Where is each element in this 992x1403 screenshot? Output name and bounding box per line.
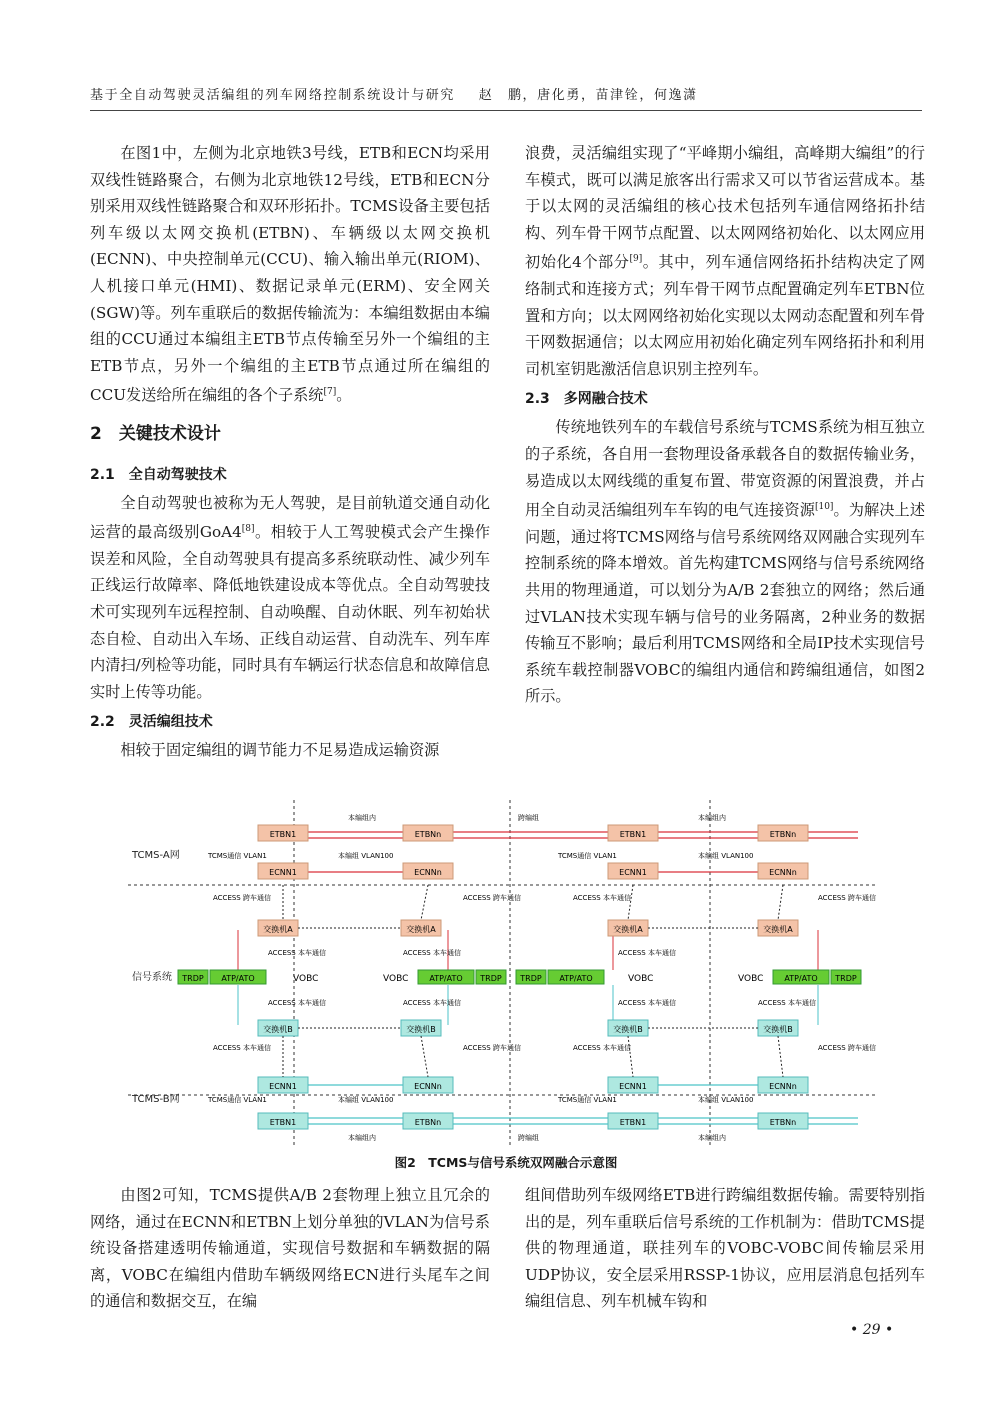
tcms-a-label: TCMS-A网 [132,850,180,861]
svg-text:TRDP: TRDP [835,974,857,983]
annotation: ACCESS 跨车通信 [463,894,521,902]
svg-text:ETBN1: ETBN1 [619,830,647,839]
svg-text:交换机B: 交换机B [263,1025,293,1034]
etbn-box [258,825,308,841]
switch-b-box [401,1020,441,1036]
running-header [90,84,922,103]
ecnn-box [608,863,658,879]
section-title: 2 关键技术设计 [90,424,221,444]
switch-a-box [758,920,798,936]
right-column-bottom [525,1182,925,1315]
svg-text:ECNN1: ECNN1 [619,1082,647,1091]
switch-a-box [401,920,441,936]
annotation: 本编组 VLAN100 [698,852,754,860]
paragraph: 组间借助列车级网络ETB进行跨编组数据传输。需要特别指出的是，列车重联后信号系统的工作机制为：借助TCMS提供的物理通道，联挂列车的VOBC-VOBC间传输层采用UDP协议，安全层采用RSSP-1协议，应用层消息包括列车编组信息、列车机械车钩和 [525,1186,925,1311]
switch-a-box [258,920,298,936]
paragraph: 在图1中，左侧为北京地铁3号线，ETB和ECN均采用双线性链路聚合，右侧为北京地铁12号线，ETB和ECN分别采用双线性链路聚合和双环形拓扑。TCMS设备主要包括列车级以太网交换机(ETBN)、车辆级以太网交换机(ECNN)、中央控制单元(CCU)、输入输出单元(RIOM)、人机接口单元(HMI)、数据记录单元(ERM)、安全网关(SGW)等。列车重联后的数据传输流为：本编组数据由本编组的CCU通过本编组主ETB节点传输至另外一个编组的主ETB节点，另外一个编组的主ETB节点通过所在编组的CCU发送给所在编组的各个子系统[7]。 [90,144,490,405]
paragraph: 相较于固定编组的调节能力不足易造成运输资源 [120,741,440,760]
annotation: ACCESS 本车通信 [573,894,631,902]
svg-text:ECNNn: ECNNn [414,1082,442,1091]
svg-text:交换机A: 交换机A [613,925,643,934]
annotation: ACCESS 本车通信 [268,949,326,957]
trdp-box [476,970,506,984]
annotation: 跨编组 [518,1134,539,1142]
annotation: ACCESS 跨车通信 [818,1044,876,1052]
vobc-label: VOBC [293,974,319,984]
svg-text:ECNN1: ECNN1 [269,868,297,877]
svg-text:TRDP: TRDP [182,974,204,983]
ecnn-box [403,863,453,879]
svg-text:交换机B: 交换机B [613,1025,643,1034]
atp-ato-box [548,970,604,984]
svg-text:ATP/ATO: ATP/ATO [784,974,818,983]
paragraph: 浪费，灵活编组实现了“平峰期小编组，高峰期大编组”的行车模式，既可以满足旅客出行需求又可以节省运营成本。基于以太网的灵活编组的核心技术包括列车通信网络拓扑结构、列车骨干网节点配置、以太网网络初始化、以太网应用初始化4个部分[9]。其中，列车通信网络拓扑结构决定了网络制式和连接方式；列车骨干网节点配置确定列车ETBN位置和方向；以太网网络初始化实现以太网动态配置和列车骨干网数据通信；以太网应用初始化确定列车网络拓扑和利用司机室钥匙激活信息识别主控列车。 [525,144,925,378]
paragraph: 由图2可知，TCMS提供A/B 2套物理上独立且冗余的网络，通过在ECNN和ETBN上划分单独的VLAN为信号系统设备搭建透明传输通道，实现信号数据和车辆数据的隔离，VOBC在编组内借助车辆级网络ECN进行头尾车之间的通信和数据交互，在编 [90,1186,490,1311]
svg-text:ATP/ATO: ATP/ATO [559,974,593,983]
etbn-box [758,1113,808,1129]
svg-text:ETBNn: ETBNn [414,1118,442,1127]
vobc-label: VOBC [383,974,409,984]
svg-text:TRDP: TRDP [480,974,502,983]
svg-text:ECNNn: ECNNn [414,868,442,877]
svg-text:ETBN1: ETBN1 [269,830,297,839]
atp-ato-box [418,970,474,984]
svg-text:交换机B: 交换机B [763,1025,793,1034]
svg-text:ETBN1: ETBN1 [269,1118,297,1127]
annotation: ACCESS 本车通信 [403,999,461,1007]
vobc-label: VOBC [628,974,654,984]
figure-caption: 图2 TCMS与信号系统双网融合示意图 [394,1155,618,1170]
annotation: ACCESS 本车通信 [618,949,676,957]
left-column-bottom [90,1182,490,1315]
annotation: TCMS通信 VLAN1 [558,852,617,860]
annotation: ACCESS 本车通信 [618,999,676,1007]
switch-b-box [608,1020,648,1036]
annotation: ACCESS 跨车通信 [213,894,271,902]
annotation: ACCESS 本车通信 [403,949,461,957]
svg-text:ECNNn: ECNNn [769,868,797,877]
etbn-box [608,825,658,841]
annotation: ACCESS 跨车通信 [463,1044,521,1052]
annotation: 本编组内 [698,814,726,822]
annotation: ACCESS 跨车通信 [818,894,876,902]
network-diagram [118,800,888,1150]
header-title: 基于全自动驾驶灵活编组的列车网络控制系统设计与研究 [90,88,456,103]
paragraph: 全自动驾驶也被称为无人驾驶，是目前轨道交通自动化运营的最高级别GoA4[8]。相较于人工驾驶模式会产生操作误差和风险，全自动驾驶具有提高多系统联动性、减少列车正线运行故障率、降低地铁建设成本等优点。全自动驾驶技术可实现列车远程控制、自动唤醒、自动休眠、列车初始状态自检、自动出入车场、正线自动运营、自动洗车、列车库内清扫/列检等功能，同时具有车辆运行状态信息和故障信息实时上传等功能。 [90,493,490,701]
tcms-b-label: TCMS-B网 [132,1094,180,1105]
annotation: 本编组 VLAN100 [698,1096,754,1104]
trdp-box [178,970,208,984]
ecnn-box [758,863,808,879]
subsection-title: 2.2 灵活编组技术 [90,714,213,731]
ecnn-box [258,863,308,879]
svg-text:交换机B: 交换机B [406,1025,436,1034]
annotation: ACCESS 本车通信 [213,1044,271,1052]
atp-ato-box [210,970,266,984]
annotation: 跨编组 [518,814,539,822]
figure-2 [118,800,888,1150]
switch-b-box [258,1020,298,1036]
ecnn-box [608,1077,658,1093]
header-rule [90,110,922,111]
left-column [90,140,490,764]
svg-text:ETBNn: ETBNn [414,830,442,839]
annotation: 本编组内 [348,1134,376,1142]
signal-label: 信号系统 [132,972,172,983]
right-column [525,140,925,710]
annotation: 本编组 VLAN100 [338,852,394,860]
svg-text:ETBNn: ETBNn [769,1118,797,1127]
etbn-box [608,1113,658,1129]
annotation: TCMS通信 VLAN1 [208,852,267,860]
etbn-box [403,825,453,841]
svg-text:TRDP: TRDP [520,974,542,983]
svg-text:ECNNn: ECNNn [769,1082,797,1091]
header-authors: 赵 鹏，唐化勇，苗津铨，何逸潇 [478,88,698,103]
annotation: 本编组内 [348,814,376,822]
annotation: TCMS通信 VLAN1 [208,1096,267,1104]
svg-text:交换机A: 交换机A [406,925,436,934]
subsection-title: 2.3 多网融合技术 [525,391,648,408]
switch-a-box [608,920,648,936]
svg-text:ETBN1: ETBN1 [619,1118,647,1127]
ecnn-box [258,1077,308,1093]
svg-text:ATP/ATO: ATP/ATO [221,974,255,983]
svg-text:交换机A: 交换机A [263,925,293,934]
etbn-box [258,1113,308,1129]
ecnn-box [403,1077,453,1093]
atp-ato-box [773,970,829,984]
subsection-title: 2.1 全自动驾驶技术 [90,466,227,483]
vobc-label: VOBC [738,974,764,984]
page-number: • 29 • [850,1322,894,1338]
svg-text:交换机A: 交换机A [763,925,793,934]
annotation: 本编组内 [698,1134,726,1142]
svg-text:ECNN1: ECNN1 [619,868,647,877]
svg-text:ATP/ATO: ATP/ATO [429,974,463,983]
svg-text:ETBNn: ETBNn [769,830,797,839]
annotation: TCMS通信 VLAN1 [558,1096,617,1104]
annotation: 本编组 VLAN100 [338,1096,394,1104]
annotation: ACCESS 本车通信 [758,999,816,1007]
etbn-box [758,825,808,841]
paragraph: 传统地铁列车的车载信号系统与TCMS系统为相互独立的子系统，各自用一套物理设备承载各自的数据传输业务，易造成以太网线缆的重复布置、带宽资源的闲置浪费，并占用全自动灵活编组列车车钩的电气连接资源[10]。为解决上述问题，通过将TCMS网络与信号系统网络双网融合实现列车控制系统的降本增效。首先构建TCMS网络与信号系统网络共用的物理通道，可以划分为A/B 2套独立的网络；然后通过VLAN技术实现车辆与信号的业务隔离，2种业务的数据传输互不影响；最后利用TCMS网络和全局IP技术实现信号系统车载控制器VOBC的编组内通信和跨编组通信，如图2所示。 [525,418,926,706]
trdp-box [831,970,861,984]
etbn-box [403,1113,453,1129]
svg-text:ECNN1: ECNN1 [269,1082,297,1091]
switch-b-box [758,1020,798,1036]
annotation: ACCESS 本车通信 [268,999,326,1007]
trdp-box [516,970,546,984]
annotation: ACCESS 本车通信 [573,1044,631,1052]
ecnn-box [758,1077,808,1093]
